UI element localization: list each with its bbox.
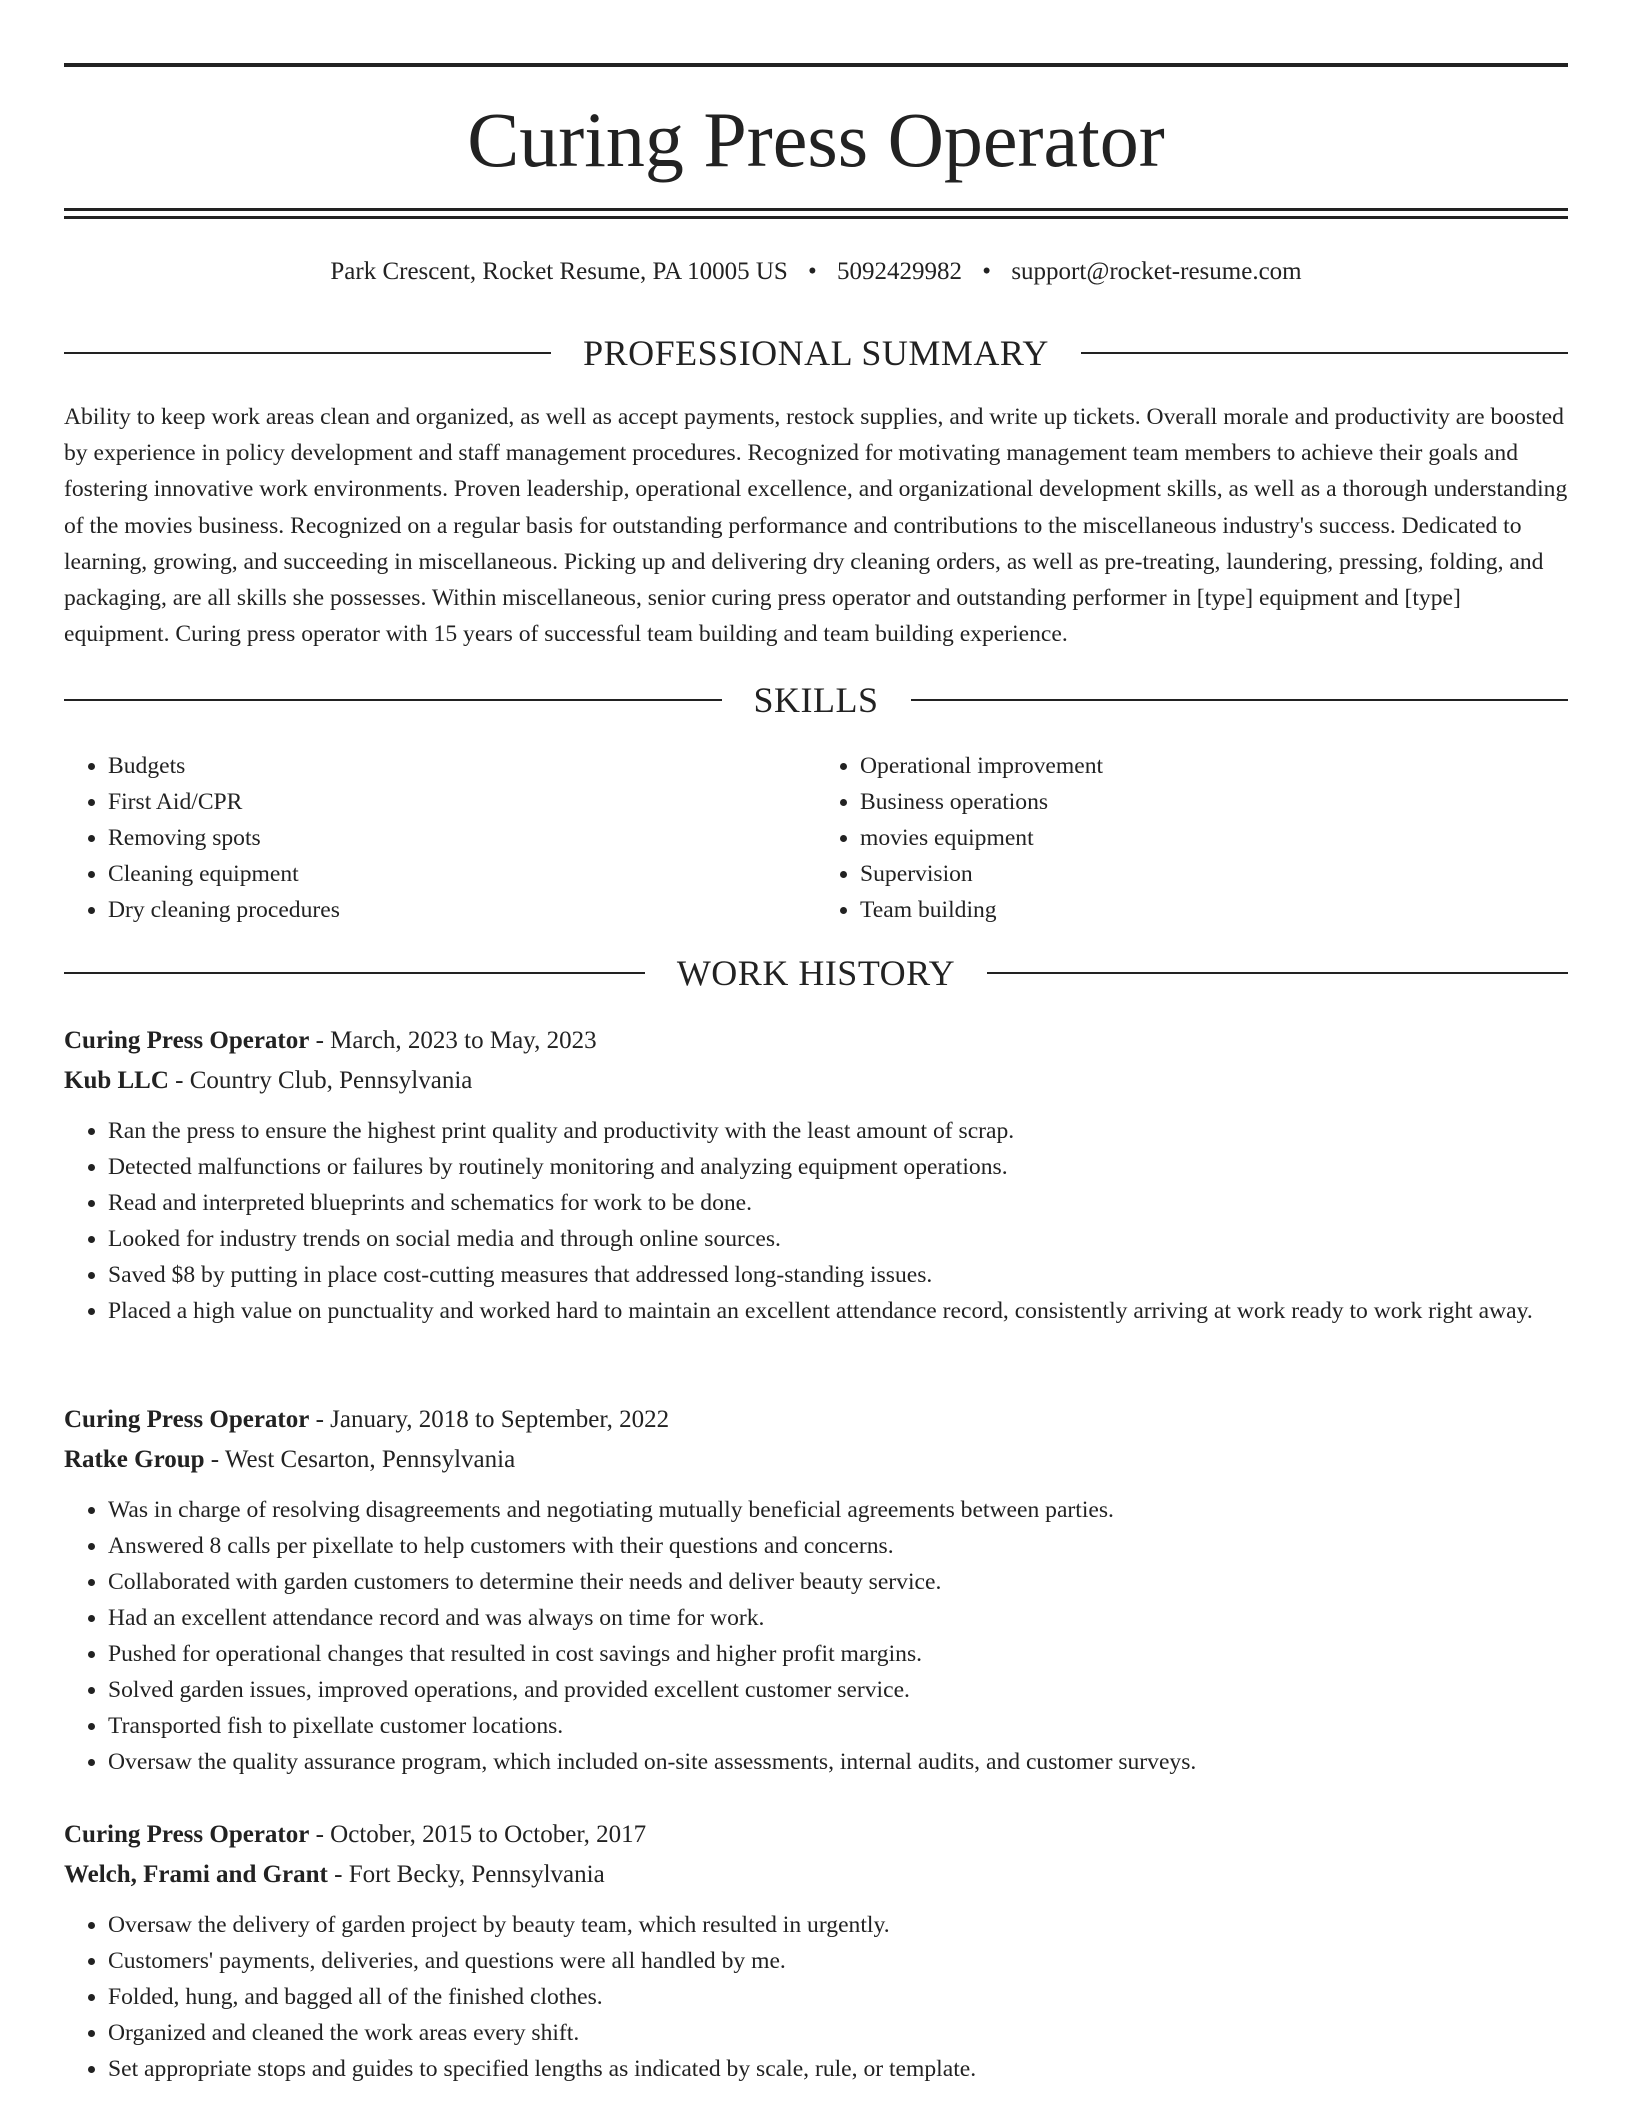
contact-separator: • xyxy=(982,258,992,285)
header-double-rule xyxy=(64,208,1568,219)
work-history-heading xyxy=(64,951,1568,995)
contact-address: Park Crescent, Rocket Resume, PA 10005 US xyxy=(330,258,788,285)
skill-item: • Cleaning equipment xyxy=(108,856,816,892)
job-bullet: • Ran the press to ensure the highest print quality and productivity with the least amount of scrap. xyxy=(108,1113,1568,1149)
skills-list xyxy=(64,748,1568,928)
heading-rule-left xyxy=(64,972,645,974)
job-company-line xyxy=(64,1440,1568,1480)
job-bullet: • Detected malfunctions or failures by routinely monitoring and analyzing equipment operations. xyxy=(108,1149,1568,1185)
job-bullet: • Oversaw the quality assurance program, which included on-site assessments, internal audits, and customer surveys. xyxy=(108,1744,1568,1780)
job-bullet: • Transported fish to pixellate customer locations. xyxy=(108,1708,1568,1744)
contact-separator: • xyxy=(808,258,817,285)
heading-rule-right xyxy=(911,699,1569,701)
job-location: - Fort Becky, Pennsylvania xyxy=(327,1861,605,1888)
heading-rule-right xyxy=(987,972,1568,974)
job-title-line xyxy=(64,1815,1568,1855)
skill-item: • First Aid/CPR xyxy=(108,784,816,820)
job-location: - Country Club, Pennsylvania xyxy=(168,1067,473,1094)
job-title: Curing Press Operator xyxy=(64,1406,310,1433)
job-bullet: • Placed a high value on punctuality and worked hard to maintain an excellent attendance record, consistently arriving at work ready to work right away. xyxy=(108,1293,1568,1329)
job-entry xyxy=(64,1815,1568,2087)
contact-phone: 5092429982 xyxy=(837,258,963,285)
header-top-rule xyxy=(64,63,1568,67)
job-dates: - October, 2015 to October, 2017 xyxy=(309,1821,647,1848)
job-bullets xyxy=(64,1113,1568,1329)
job-bullet: • Read and interpreted blueprints and schematics for work to be done. xyxy=(108,1185,1568,1221)
job-bullets xyxy=(64,1907,1568,2087)
job-bullet: • Folded, hung, and bagged all of the finished clothes. xyxy=(108,1979,1568,2015)
job-bullet: • Oversaw the delivery of garden project by beauty team, which resulted in urgently. xyxy=(108,1907,1568,1943)
job-bullet: • Saved $8 by putting in place cost-cutting measures that addressed long-standing issues. xyxy=(108,1257,1568,1293)
skills-column-right xyxy=(816,748,1568,928)
skill-item: • Removing spots xyxy=(108,820,816,856)
job-location: - West Cesarton, Pennsylvania xyxy=(204,1446,516,1473)
job-dates: - January, 2018 to September, 2022 xyxy=(309,1406,670,1433)
job-bullet: • Pushed for operational changes that resulted in cost savings and higher profit margins. xyxy=(108,1636,1568,1672)
job-bullet: • Answered 8 calls per pixellate to help customers with their questions and concerns. xyxy=(108,1528,1568,1564)
skill-item: • Business operations xyxy=(860,784,1568,820)
resume-title: Curing Press Operator xyxy=(467,96,1165,183)
job-bullet: • Organized and cleaned the work areas every shift. xyxy=(108,2015,1568,2051)
skill-item: • Team building xyxy=(860,892,1568,928)
skill-item: • movies equipment xyxy=(860,820,1568,856)
job-entry xyxy=(64,1400,1568,1780)
job-title-line xyxy=(64,1021,1568,1061)
contact-email: support@rocket-resume.com xyxy=(1011,258,1302,285)
heading-rule-left xyxy=(64,699,722,701)
contact-line xyxy=(64,254,1568,290)
job-title: Curing Press Operator xyxy=(64,1821,310,1848)
work-history-heading-label: WORK HISTORY xyxy=(676,953,956,993)
job-bullet: • Looked for industry trends on social media and through online sources. xyxy=(108,1221,1568,1257)
job-bullet: • Had an excellent attendance record and was always on time for work. xyxy=(108,1600,1568,1636)
job-bullet: • Customers' payments, deliveries, and questions were all handled by me. xyxy=(108,1943,1568,1979)
job-company-line xyxy=(64,1855,1568,1895)
job-company: Welch, Frami and Grant xyxy=(64,1861,328,1888)
heading-rule-right xyxy=(1081,352,1568,354)
skills-column-left xyxy=(64,748,816,928)
job-company-line xyxy=(64,1061,1568,1101)
job-company: Kub LLC xyxy=(64,1067,169,1094)
job-bullets xyxy=(64,1492,1568,1780)
job-entry xyxy=(64,1021,1568,1329)
job-bullet: • Set appropriate stops and guides to specified lengths as indicated by scale, rule, or template. xyxy=(108,2051,1568,2087)
job-company: Ratke Group xyxy=(64,1446,205,1473)
summary-text: Ability to keep work areas clean and organized, as well as accept payments, restock supplies, and write up tickets. Overall morale and productivity are boosted by experience in policy development and staff management procedures. Recognized for motivating management team members to achieve their goals and fostering innovative work environments. Proven leadership, operational excellence, and organizational development skills, as well as a thorough understanding of the movies business. Recognized on a regular basis for outstanding performance and contributions to the miscellaneous industry's success. Dedicated to learning, growing, and succeeding in miscellaneous. Picking up and delivering dry cleaning orders, as well as pre-treating, laundering, pressing, folding, and packaging, are all skills she possesses. Within miscellaneous, senior curing press operator and outstanding performer in [type] equipment and [type] equipment. Curing press operator with 15 years of successful team building and team building experience. xyxy=(64,404,1568,648)
skill-item: • Budgets xyxy=(108,748,816,784)
skill-item: • Operational improvement xyxy=(860,748,1568,784)
job-bullet: • Collaborated with garden customers to determine their needs and deliver beauty service. xyxy=(108,1564,1568,1600)
skill-item: • Supervision xyxy=(860,856,1568,892)
job-title-line xyxy=(64,1400,1568,1440)
summary-heading xyxy=(64,331,1568,375)
skill-item: • Dry cleaning procedures xyxy=(108,892,816,928)
job-title: Curing Press Operator xyxy=(64,1027,310,1054)
skills-heading-label: SKILLS xyxy=(753,680,879,720)
skills-heading xyxy=(64,678,1568,722)
heading-rule-left xyxy=(64,352,551,354)
summary-heading-label: PROFESSIONAL SUMMARY xyxy=(583,333,1049,373)
job-bullet: • Solved garden issues, improved operations, and provided excellent customer service. xyxy=(108,1672,1568,1708)
job-dates: - March, 2023 to May, 2023 xyxy=(309,1027,597,1054)
job-bullet: • Was in charge of resolving disagreements and negotiating mutually beneficial agreements between parties. xyxy=(108,1492,1568,1528)
